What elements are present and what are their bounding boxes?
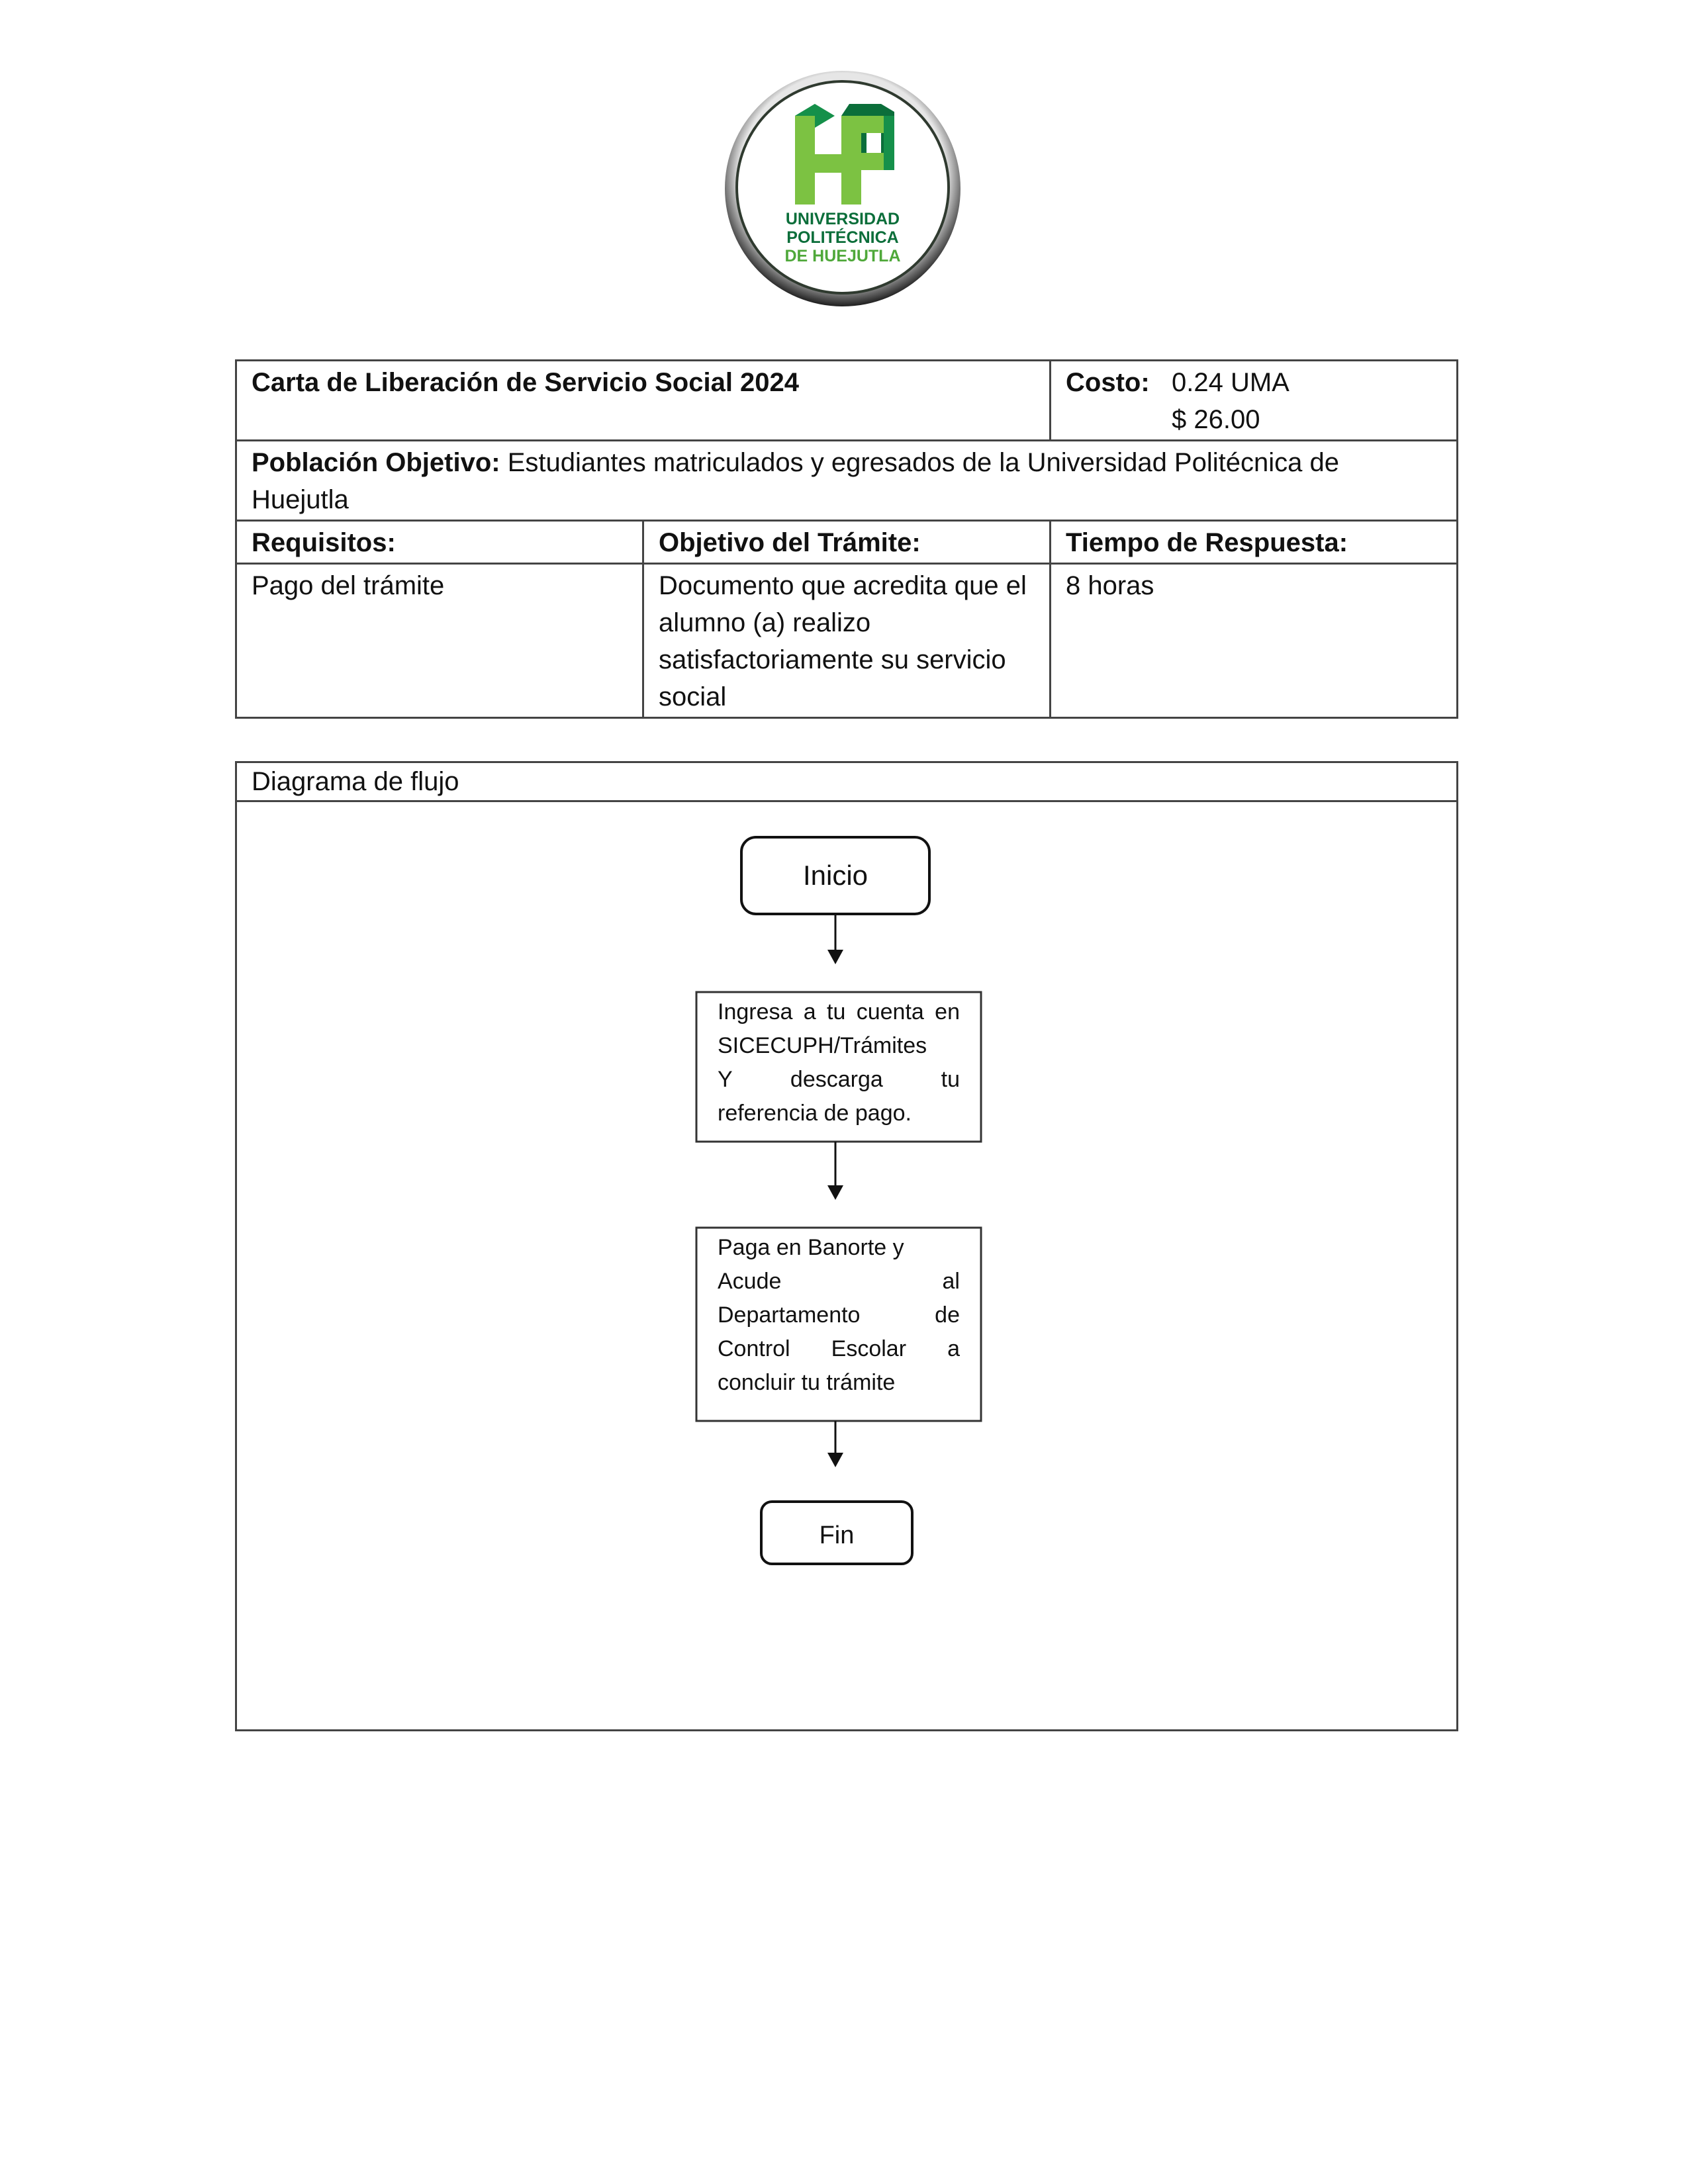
start-label: Inicio (802, 860, 868, 891)
cost-pesos: $ 26.00 (1172, 405, 1260, 434)
logo-line-3: DE HUEJUTLA (784, 247, 901, 265)
step2-line-5: concluir tu trámite (718, 1370, 896, 1395)
cost-uma: 0.24 UMA (1172, 368, 1289, 397)
arrowhead-2 (827, 1185, 843, 1200)
cost-cell (1051, 361, 1458, 441)
arrowhead-3 (827, 1453, 843, 1467)
logo-line-1: UNIVERSIDAD (785, 210, 900, 228)
step1-line-3: Y descarga tu (718, 1067, 960, 1092)
header-tiempo: Tiempo de Respuesta: (1051, 521, 1458, 564)
cost-label: Costo: (1066, 368, 1150, 397)
end-label: Fin (819, 1522, 855, 1549)
info-table (235, 359, 1458, 719)
cell-requisitos: Pago del trámite (236, 564, 643, 718)
cell-tiempo: 8 horas (1051, 564, 1458, 718)
table-row (236, 564, 1458, 718)
step1-line-4: referencia de pago. (718, 1101, 912, 1126)
population-cell (236, 441, 1458, 521)
header-row (236, 521, 1458, 564)
step1-text (718, 995, 960, 1130)
logo-line-2: POLITÉCNICA (786, 228, 899, 247)
step2-line-4: Control Escolar a (718, 1336, 960, 1361)
step2-line-1: Paga en Banorte y (718, 1235, 904, 1260)
title-row (236, 361, 1458, 441)
university-logo (724, 69, 962, 308)
step1-line-2: SICECUPH/Trámites (718, 1033, 927, 1058)
step1-line-1: Ingresa a tu cuenta en (718, 999, 960, 1024)
population-value: Estudiantes matriculados y egresados de la Universidad Politécnica de Huejutla (252, 448, 1339, 514)
header-requisitos: Requisitos: (236, 521, 643, 564)
population-row (236, 441, 1458, 521)
diagram-header: Diagrama de flujo (237, 763, 1456, 802)
cell-objetivo: Documento que acredita que el alumno (a) realizo satisfactoriamente su servicio social (643, 564, 1051, 718)
header-objetivo: Objetivo del Trámite: (643, 521, 1051, 564)
population-label: Población Objetivo: (252, 448, 500, 477)
procedure-title: Carta de Liberación de Servicio Social 2024 (236, 361, 1051, 441)
arrowhead-1 (827, 950, 843, 964)
flow-diagram-panel (235, 761, 1458, 1731)
step2-line-2: Acude al (718, 1269, 960, 1294)
step2-line-3: Departamento de (718, 1302, 960, 1328)
step2-text (718, 1231, 960, 1400)
